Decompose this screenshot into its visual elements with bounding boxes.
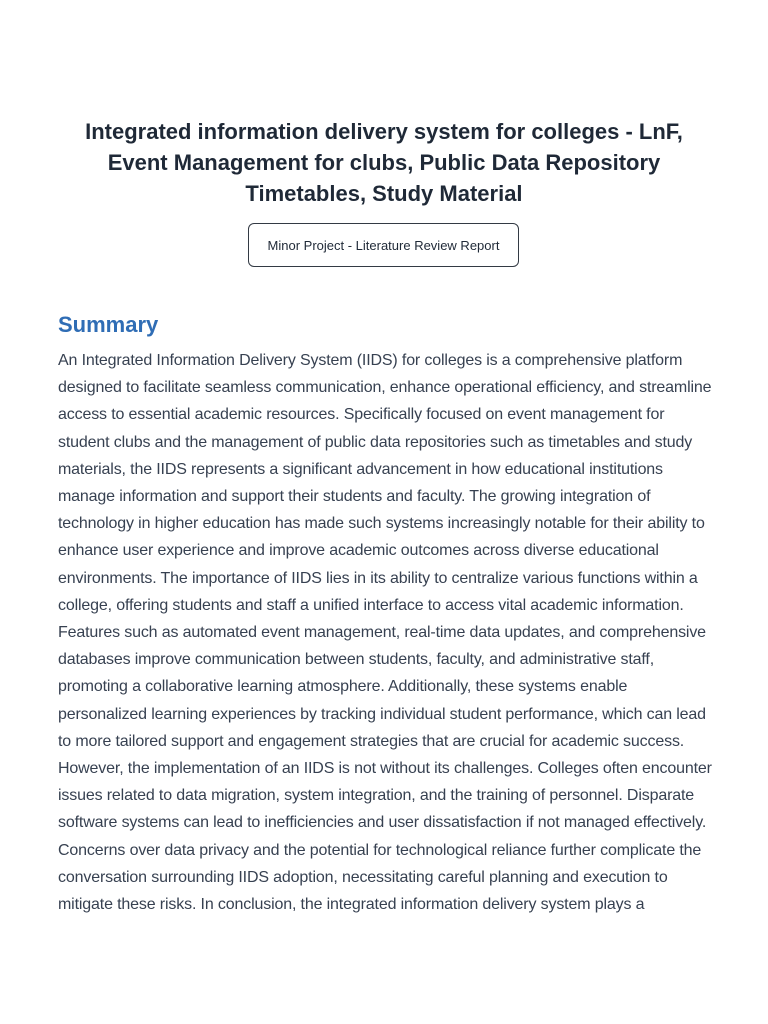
summary-paragraph: An Integrated Information Delivery System (IIDS) for colleges is a comprehensive platform designed to facilitate seamless communication, enhance operational efficiency, and streamline access to essential academic resources. Specifically focused on event management for student clubs and the management of public data repositories such as timetables and study materials, the IIDS represents a significant advancement in how educational institutions manage information and support their students and faculty. The growing integration of technology in higher education has made such systems increasingly notable for their ability to enhance user experience and improve academic outcomes across diverse educational environments. The importance of IIDS lies in its ability to centralize various functions within a college, offering students and staff a unified interface to access vital academic information. Features such as automated event management, real-time data updates, and comprehensive databases improve communication between students, faculty, and administrative staff, promoting a collaborative learning atmosphere. Additionally, these systems enable personalized learning experiences by tracking individual student performance, which can lead to more tailored support and engagement strategies that are crucial for academic success. However, the implementation of an IIDS is not without its challenges. Colleges often encounter issues related to data migration, system integration, and the training of personnel. Disparate software systems can lead to inefficiencies and user dissatisfaction if not managed effectively. Concerns over data privacy and the potential for technological reliance further complicate the conversation surrounding IIDS adoption, necessitating careful planning and execution to mitigate these risks. In conclusion, the integrated information delivery system plays a: [58, 352, 712, 914]
document-title: Integrated information delivery system for colleges - LnF, Event Management for clubs, Public Data Repository Timetables, Study Material: [85, 119, 683, 206]
report-type-badge: Minor Project - Literature Review Report: [248, 223, 519, 267]
summary-heading: Summary: [58, 312, 159, 337]
